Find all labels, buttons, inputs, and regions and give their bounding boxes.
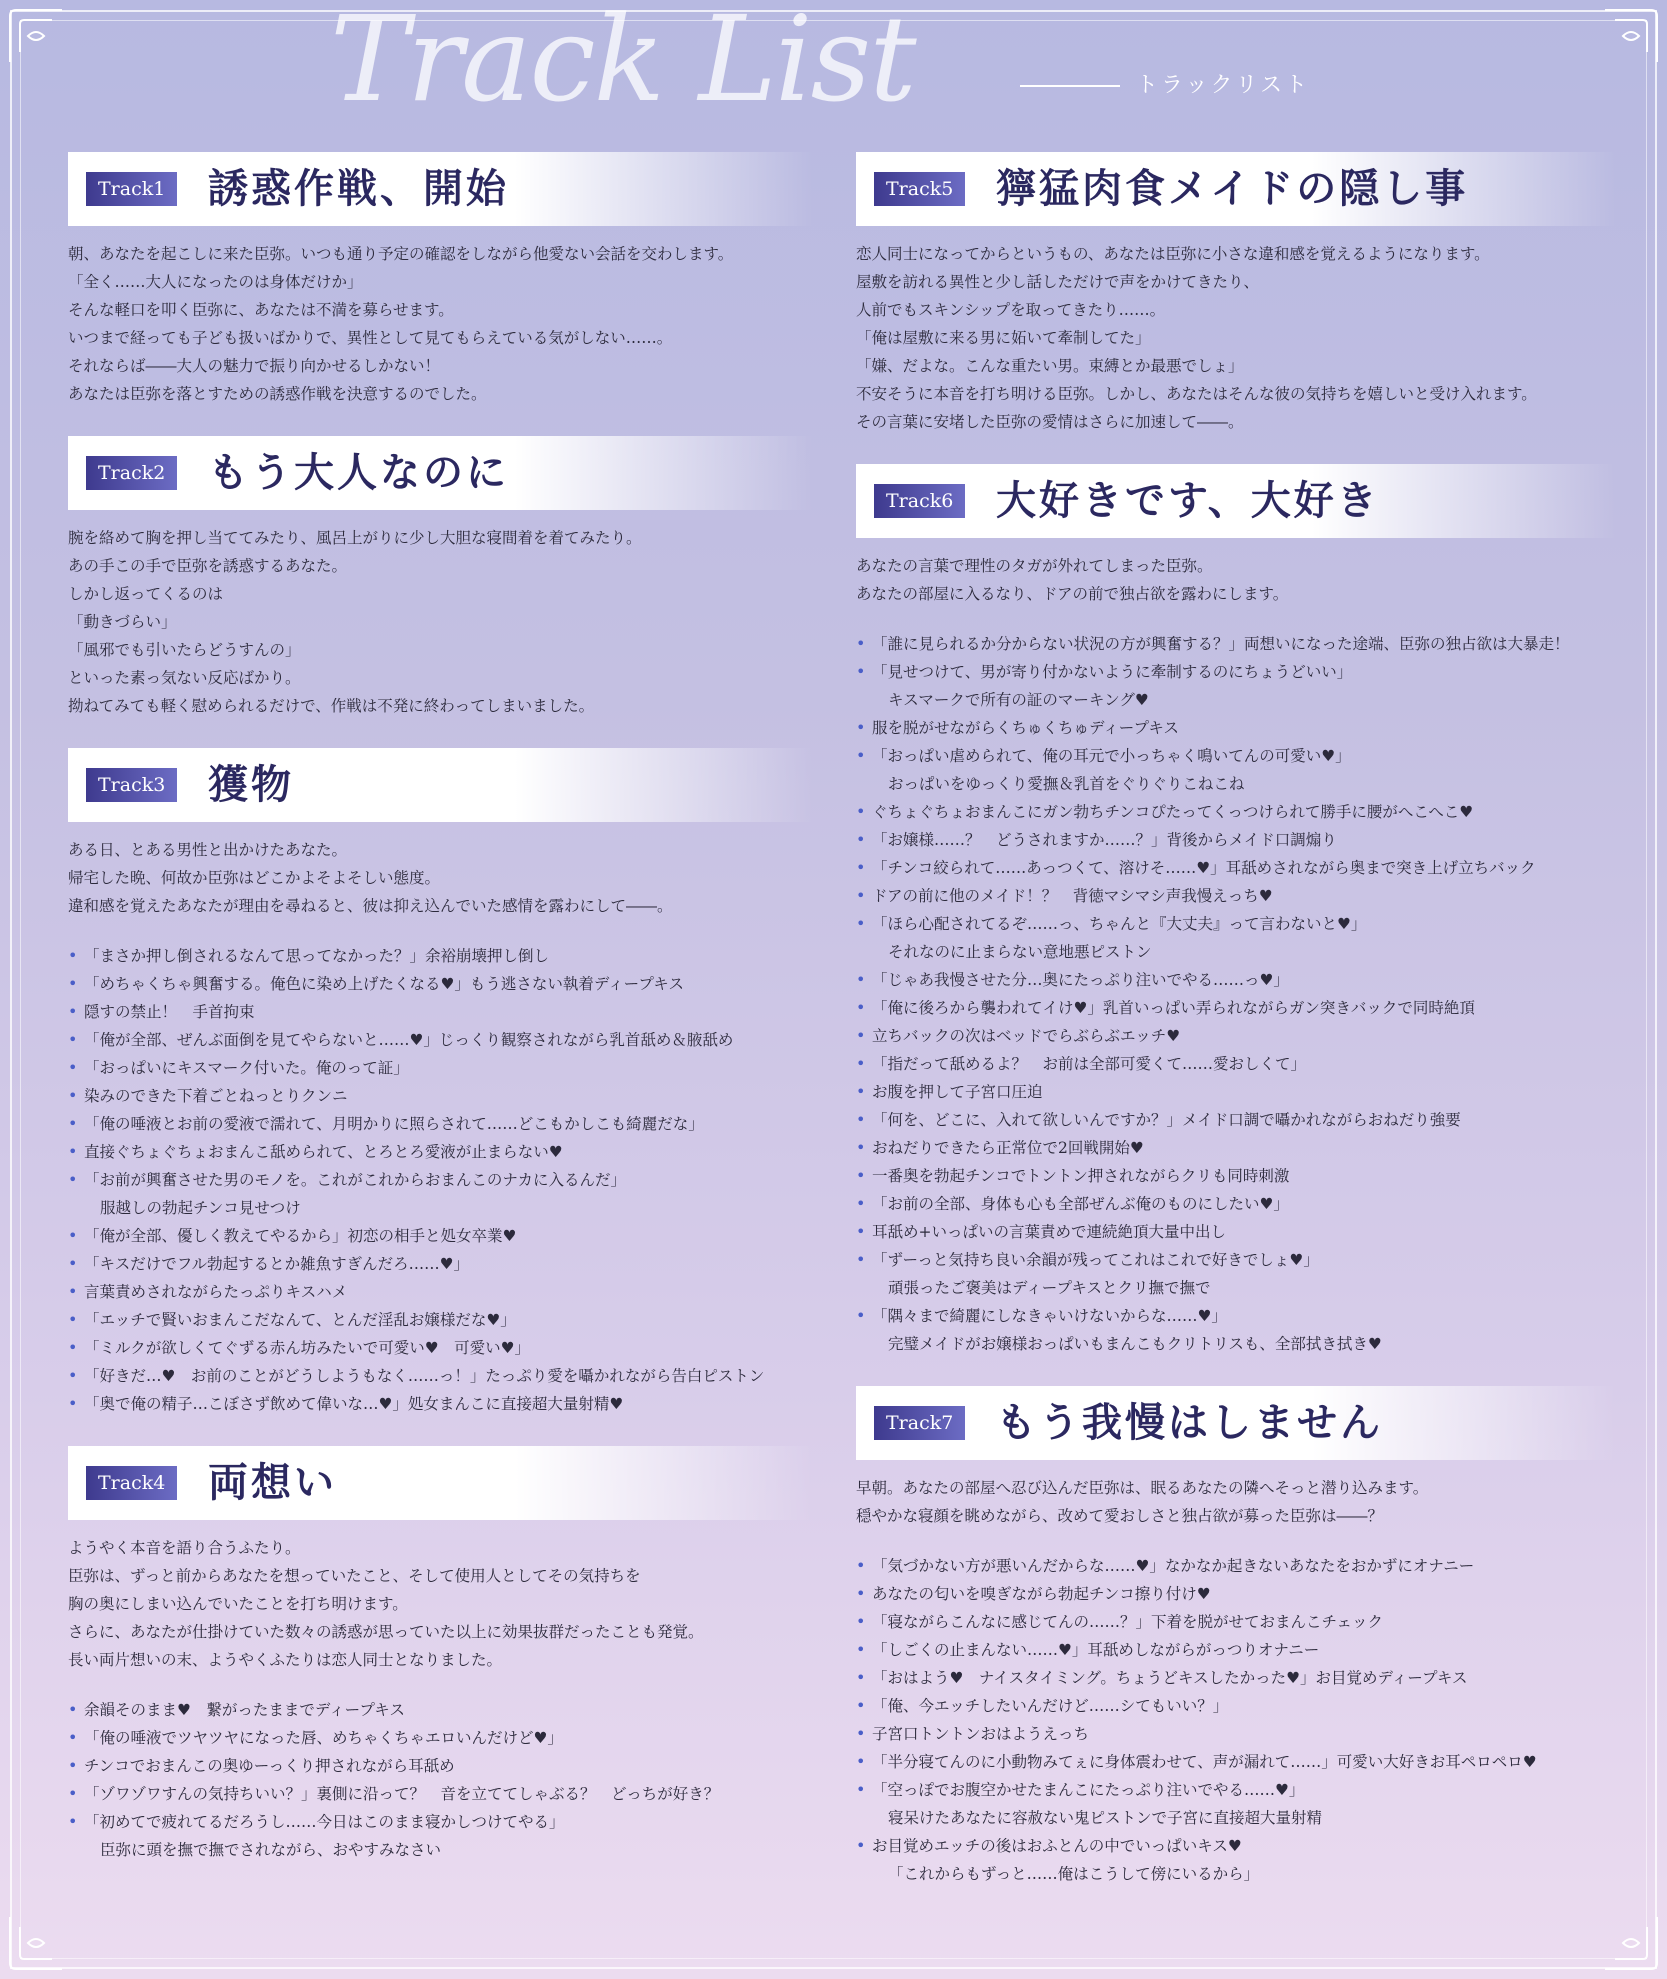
scene-list-item: • 余韻そのまま♥ 繋がったままでディープキス bbox=[68, 1696, 813, 1724]
scene-list bbox=[68, 1696, 813, 1864]
left-column bbox=[68, 152, 813, 1892]
scene-list-item: • 立ちバックの次はベッドでらぶらぶエッチ♥ bbox=[856, 1022, 1616, 1050]
scene-list-item: • 「好きだ…♥ お前のことがどうしようもなく……っ！」たっぷり愛を囁かれながら告白ピストン bbox=[68, 1362, 813, 1390]
scene-list-item: 頑張ったご褒美はディープキスとクリ撫で撫で bbox=[888, 1279, 1211, 1297]
track-description bbox=[68, 240, 813, 408]
description-line: ようやく本音を語り合うふたり。 bbox=[68, 1539, 301, 1557]
track-header bbox=[68, 152, 813, 226]
track-description bbox=[856, 240, 1616, 436]
track-section bbox=[68, 152, 813, 408]
scene-list-item: • おねだりできたら正常位で2回戦開始♥ bbox=[856, 1134, 1616, 1162]
scene-list-item: キスマークで所有の証のマーキング♥ bbox=[888, 691, 1149, 709]
track-header bbox=[856, 152, 1616, 226]
scene-list-item: • 「奥で俺の精子…こぼさず飲めて偉いな…♥」処女まんこに直接超大量射精♥ bbox=[68, 1390, 813, 1418]
scene-list-item: • 「ずーっと気持ち良い余韻が残ってこれはこれで好きでしょ♥」 bbox=[856, 1246, 1616, 1274]
track-description bbox=[68, 1534, 813, 1864]
track-section bbox=[856, 152, 1616, 436]
description-line: ある日、とある男性と出かけたあなた。 bbox=[68, 841, 348, 859]
description-line: あなたの部屋に入るなり、ドアの前で独占欲を露わにします。 bbox=[856, 585, 1289, 603]
track-description bbox=[856, 1474, 1616, 1888]
description-line: 胸の奥にしまい込んでいたことを打ち明けます。 bbox=[68, 1595, 408, 1613]
right-column bbox=[856, 152, 1616, 1916]
scene-list-item: • 一番奥を勃起チンコでトントン押されながらクリも同時刺激 bbox=[856, 1162, 1616, 1190]
description-line: 朝、あなたを起こしに来た臣弥。いつも通り予定の確認をしながら他愛ない会話を交わします。 bbox=[68, 245, 734, 263]
track-description bbox=[68, 524, 813, 720]
description-line: 人前でもスキンシップを取ってきたり……。 bbox=[856, 301, 1166, 319]
scene-list-item: • 「俺が全部、ぜんぶ面倒を見てやらないと……♥」じっくり観察されながら乳首舐め＆腋舐め bbox=[68, 1026, 813, 1054]
scene-list-item: • 「隅々まで綺麗にしなきゃいけないからな……♥」 bbox=[856, 1302, 1616, 1330]
scene-list-item: • 「俺が全部、優しく教えてやるから」初恋の相手と処女卒業♥ bbox=[68, 1222, 813, 1250]
track-section bbox=[68, 436, 813, 720]
scene-list-item: • 言葉責めされながらたっぷりキスハメ bbox=[68, 1278, 813, 1306]
corner-ornament-icon bbox=[6, 6, 66, 66]
track-description bbox=[68, 836, 813, 1418]
scene-list-item: • 「お嬢様……？ どうされますか……？」背後からメイド口調煽り bbox=[856, 826, 1616, 854]
track-number-badge: Track5 bbox=[874, 172, 965, 206]
track-title: もう大人なのに bbox=[208, 449, 509, 496]
scene-list-item: • ドアの前に他のメイド！？ 背徳マシマシ声我慢えっち♥ bbox=[856, 882, 1616, 910]
scene-list-item: • 「空っぽでお腹空かせたまんこにたっぷり注いでやる……♥」 bbox=[856, 1776, 1616, 1804]
scene-list-item: • 「誰に見られるか分からない状況の方が興奮する？」両想いになった途端、臣弥の独占欲は大暴走！ bbox=[856, 630, 1616, 658]
scene-list-item: • 「エッチで賢いおまんこだなんて、とんだ淫乱お嬢様だな♥」 bbox=[68, 1306, 813, 1334]
description-line: 臣弥は、ずっと前からあなたを想っていたこと、そして使用人としてその気持ちを bbox=[68, 1567, 641, 1585]
track-section bbox=[68, 1446, 813, 1864]
description-line: 帰宅した晩、何故か臣弥はどこかよそよそしい態度。 bbox=[68, 869, 441, 887]
scene-list-item: • 耳舐め+いっぱいの言葉責めで連続絶頂大量中出し bbox=[856, 1218, 1616, 1246]
scene-list-item: • 「指だって舐めるよ？ お前は全部可愛くて……愛おしくて」 bbox=[856, 1050, 1616, 1078]
track-section bbox=[856, 464, 1616, 1358]
description-line: 「全く……大人になったのは身体だけか」 bbox=[68, 273, 363, 291]
track-description bbox=[856, 552, 1616, 1358]
scene-list-item: • 「じゃあ我慢させた分…奥にたっぷり注いでやる……っ♥」 bbox=[856, 966, 1616, 994]
track-number-badge: Track3 bbox=[86, 768, 177, 802]
description-line: 穏やかな寝顔を眺めながら、改めて愛おしさと独占欲が募った臣弥は――？ bbox=[856, 1507, 1384, 1525]
track-number-badge: Track1 bbox=[86, 172, 177, 206]
track-title: 両想い bbox=[208, 1459, 337, 1506]
scene-list-item: • チンコでおまんこの奥ゆーっくり押されながら耳舐め bbox=[68, 1752, 813, 1780]
scene-list-item: 完璧メイドがお嬢様おっぱいもまんこもクリトリスも、全部拭き拭き♥ bbox=[888, 1335, 1382, 1353]
scene-list-item: • 「俺、今エッチしたいんだけど……シてもいい？」 bbox=[856, 1692, 1616, 1720]
description-line: さらに、あなたが仕掛けていた数々の誘惑が思っていた以上に効果抜群だったことも発覚。 bbox=[68, 1623, 704, 1641]
scene-list-item: • 「ほら心配されてるぞ……っ、ちゃんと『大丈夫』って言わないと♥」 bbox=[856, 910, 1616, 938]
description-line: 不安そうに本音を打ち明ける臣弥。しかし、あなたはそんな彼の気持ちを嬉しいと受け入れます。 bbox=[856, 385, 1537, 403]
scene-list-item: • 「お前が興奮させた男のモノを。これがこれからおまんこのナカに入るんだ」 bbox=[68, 1166, 813, 1194]
description-line: といった素っ気ない反応ばかり。 bbox=[68, 669, 301, 687]
description-line: 屋敷を訪れる異性と少し話しただけで声をかけてきたり、 bbox=[856, 273, 1260, 291]
track-header bbox=[856, 464, 1616, 538]
scene-list-item: • 「ミルクが欲しくてぐずる赤ん坊みたいで可愛い♥ 可愛い♥」 bbox=[68, 1334, 813, 1362]
track-header bbox=[68, 436, 813, 510]
track-title: もう我慢はしません bbox=[996, 1399, 1383, 1446]
scene-list-item: • 「俺の唾液でツヤツヤになった唇、めちゃくちゃエロいんだけど♥」 bbox=[68, 1724, 813, 1752]
scene-list-item: • 「お前の全部、身体も心も全部ぜんぶ俺のものにしたい♥」 bbox=[856, 1190, 1616, 1218]
scene-list-item: • 「おっぱいにキスマーク付いた。俺のって証」 bbox=[68, 1054, 813, 1082]
scene-list-item: • あなたの匂いを嗅ぎながら勃起チンコ擦り付け♥ bbox=[856, 1580, 1616, 1608]
corner-ornament-icon bbox=[1601, 1913, 1661, 1973]
track-number-badge: Track6 bbox=[874, 484, 965, 518]
track-header bbox=[68, 748, 813, 822]
scene-list-item: • 「寝ながらこんなに感じてんの……？」下着を脱がせておまんこチェック bbox=[856, 1608, 1616, 1636]
scene-list-item: • 「俺の唾液とお前の愛液で濡れて、月明かりに照らされて……どこもかしこも綺麗だな」 bbox=[68, 1110, 813, 1138]
scene-list bbox=[856, 630, 1616, 1358]
corner-ornament-icon bbox=[1601, 6, 1661, 66]
scene-list-item: • 「めちゃくちゃ興奮する。俺色に染め上げたくなる♥」もう逃さない執着ディープキス bbox=[68, 970, 813, 998]
track-header bbox=[68, 1446, 813, 1520]
scene-list-item: 服越しの勃起チンコ見せつけ bbox=[100, 1199, 301, 1217]
scene-list-item: 「これからもずっと……俺はこうして傍にいるから」 bbox=[888, 1865, 1260, 1883]
description-line: あの手この手で臣弥を誘惑するあなた。 bbox=[68, 557, 348, 575]
scene-list-item: • 「おはよう♥ ナイスタイミング。ちょうどキスしたかった♥」お目覚めディープキス bbox=[856, 1664, 1616, 1692]
description-line: それならば――大人の魅力で振り向かせるしかない！ bbox=[68, 357, 441, 375]
scene-list-item: • 「キスだけでフル勃起するとか雑魚すぎんだろ……♥」 bbox=[68, 1250, 813, 1278]
description-line: あなたの言葉で理性のタガが外れてしまった臣弥。 bbox=[856, 557, 1213, 575]
scene-list-item: • 「何を、どこに、入れて欲しいんですか？」メイド口調で囁かれながらおねだり強要 bbox=[856, 1106, 1616, 1134]
description-line: 腕を絡めて胸を押し当ててみたり、風呂上がりに少し大胆な寝間着を着てみたり。 bbox=[68, 529, 642, 547]
track-number-badge: Track2 bbox=[86, 456, 177, 490]
scene-list-item: • 「俺に後ろから襲われてイけ♥」乳首いっぱい弄られながらガン突きバックで同時絶頂 bbox=[856, 994, 1616, 1022]
track-header bbox=[856, 1386, 1616, 1460]
scene-list bbox=[68, 942, 813, 1418]
track-title: 誘惑作戦、開始 bbox=[208, 165, 509, 212]
corner-ornament-icon bbox=[6, 1913, 66, 1973]
description-line: いつまで経っても子ども扱いばかりで、異性として見てもらえている気がしない……。 bbox=[68, 329, 673, 347]
scene-list-item: • お腹を押して子宮口圧迫 bbox=[856, 1078, 1616, 1106]
track-section bbox=[68, 748, 813, 1418]
track-number-badge: Track4 bbox=[86, 1466, 177, 1500]
scene-list-item: 臣弥に頭を撫で撫でされながら、おやすみなさい bbox=[100, 1841, 442, 1859]
scene-list bbox=[856, 1552, 1616, 1888]
scene-list-item: • 「半分寝てんのに小動物みてぇに身体震わせて、声が漏れて……」可愛い大好きお耳ペロペロ♥ bbox=[856, 1748, 1616, 1776]
scene-list-item: • 服を脱がせながらくちゅくちゅディープキス bbox=[856, 714, 1616, 742]
scene-list-item: • 「しごくの止まんない……♥」耳舐めしながらがっつりオナニー bbox=[856, 1636, 1616, 1664]
description-line: 拗ねてみても軽く慰められるだけで、作戦は不発に終わってしまいました。 bbox=[68, 697, 595, 715]
scene-list-item: • 「チンコ絞られて……あっつくて、溶けそ……♥」耳舐めされながら奥まで突き上げ立ちバック bbox=[856, 854, 1616, 882]
scene-list-item: • 「初めてで疲れてるだろうし……今日はこのまま寝かしつけてやる」 bbox=[68, 1808, 813, 1836]
description-line: 早朝。あなたの部屋へ忍び込んだ臣弥は、眠るあなたの隣へそっと潜り込みます。 bbox=[856, 1479, 1429, 1497]
scene-list-item: • 「気づかない方が悪いんだからな……♥」なかなか起きないあなたをおかずにオナニー bbox=[856, 1552, 1616, 1580]
scene-list-item: • 「見せつけて、男が寄り付かないように牽制するのにちょうどいい」 bbox=[856, 658, 1616, 686]
scene-list-item: 寝呆けたあなたに容赦ない鬼ピストンで子宮に直接超大量射精 bbox=[888, 1809, 1323, 1827]
description-line: 「俺は屋敷に来る男に妬いて牽制してた」 bbox=[856, 329, 1151, 347]
description-line: しかし返ってくるのは bbox=[68, 585, 224, 603]
description-line: 恋人同士になってからというもの、あなたは臣弥に小さな違和感を覚えるようになります。 bbox=[856, 245, 1490, 263]
description-line: 「動きづらい」 bbox=[68, 613, 177, 631]
page-subtitle: トラックリスト bbox=[1020, 68, 1310, 99]
scene-list-item: • 隠すの禁止！ 手首拘束 bbox=[68, 998, 813, 1026]
track-number-badge: Track7 bbox=[874, 1406, 965, 1440]
scene-list-item: • ぐちょぐちょおまんこにガン勃ちチンコぴたってくっつけられて勝手に腰がへこへこ♥ bbox=[856, 798, 1616, 826]
scene-list-item: • 子宮口トントンおはようえっち bbox=[856, 1720, 1616, 1748]
scene-list-item: • 染みのできた下着ごとねっとりクンニ bbox=[68, 1082, 813, 1110]
scene-list-item: • 直接ぐちょぐちょおまんこ舐められて、とろとろ愛液が止まらない♥ bbox=[68, 1138, 813, 1166]
scene-list-item: • 「ゾワゾワすんの気持ちいい？」裏側に沿って？ 音を立ててしゃぶる？ どっちが好き？ bbox=[68, 1780, 813, 1808]
scene-list-item: • 「おっぱい虐められて、俺の耳元で小っちゃく鳴いてんの可愛い♥」 bbox=[856, 742, 1616, 770]
track-section bbox=[856, 1386, 1616, 1888]
header bbox=[330, 0, 1330, 150]
page-title: Track List bbox=[330, 0, 915, 128]
scene-list-item: • 「まさか押し倒されるなんて思ってなかった？」余裕崩壊押し倒し bbox=[68, 942, 813, 970]
description-line: 「風邪でも引いたらどうすんの」 bbox=[68, 641, 301, 659]
scene-list-item: おっぱいをゆっくり愛撫＆乳首をぐりぐりこねこね bbox=[888, 775, 1245, 793]
description-line: その言葉に安堵した臣弥の愛情はさらに加速して――。 bbox=[856, 413, 1244, 431]
track-title: 獰猛肉食メイドの隠し事 bbox=[996, 165, 1469, 212]
description-line: 「嫌、だよな。こんな重たい男。束縛とか最悪でしょ」 bbox=[856, 357, 1244, 375]
description-line: そんな軽口を叩く臣弥に、あなたは不満を募らせます。 bbox=[68, 301, 454, 319]
description-line: 長い両片想いの末、ようやくふたりは恋人同士となりました。 bbox=[68, 1651, 503, 1669]
track-title: 大好きです、大好き bbox=[996, 477, 1380, 524]
track-title: 獲物 bbox=[208, 761, 294, 808]
description-line: 違和感を覚えたあなたが理由を尋ねると、彼は抑え込んでいた感情を露わにして――。 bbox=[68, 897, 673, 915]
scene-list-item: • お目覚めエッチの後はおふとんの中でいっぱいキス♥ bbox=[856, 1832, 1616, 1860]
scene-list-item: それなのに止まらない意地悪ピストン bbox=[888, 943, 1152, 961]
description-line: あなたは臣弥を落とすための誘惑作戦を決意するのでした。 bbox=[68, 385, 487, 403]
